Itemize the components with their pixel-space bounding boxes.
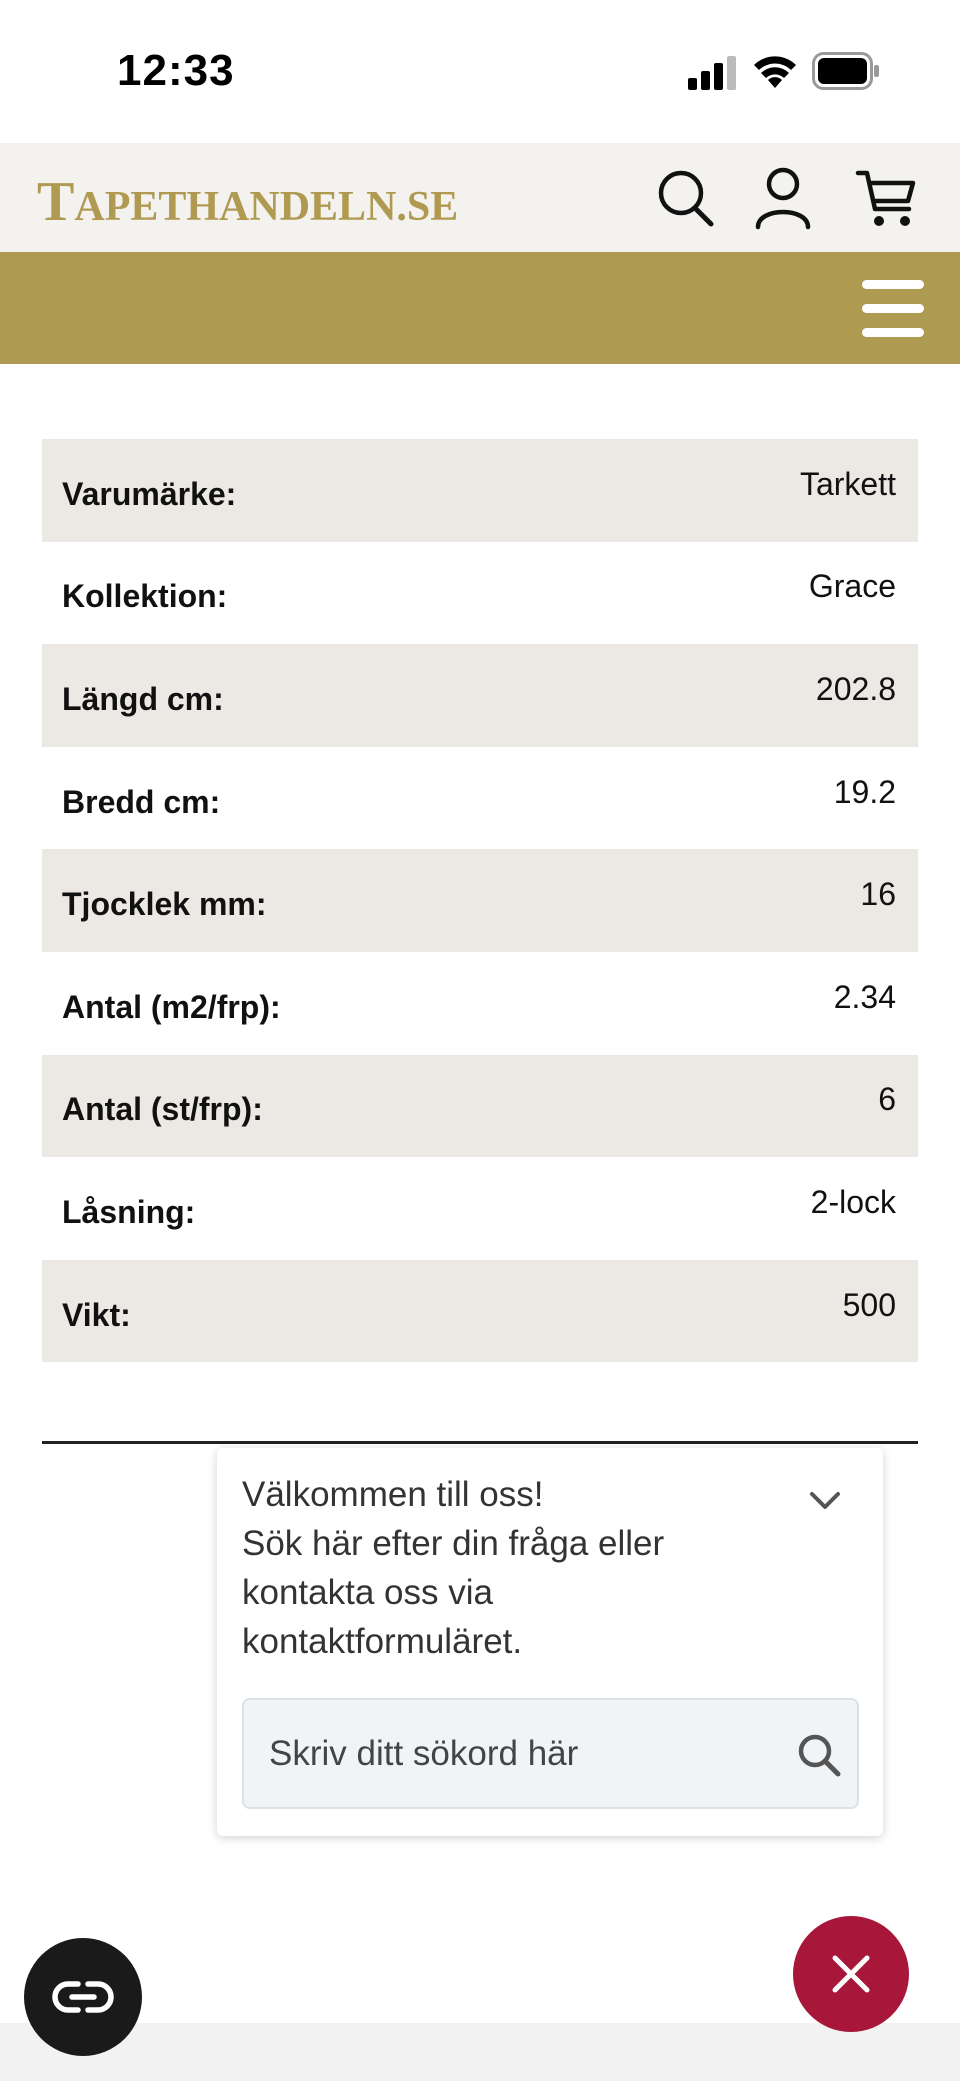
spec-value: Grace [808, 568, 896, 605]
status-bar [0, 0, 960, 143]
status-time: 12:33 [117, 46, 235, 95]
chat-line: kontakta oss via [242, 1573, 493, 1612]
chat-line: Välkommen till oss! [242, 1475, 544, 1514]
spec-row [42, 439, 918, 542]
spec-row [42, 644, 918, 747]
spec-label: Antal (m2/frp): [62, 988, 281, 1025]
logo-text: APETHANDELN.SE [74, 184, 459, 230]
cart-icon[interactable] [855, 165, 917, 231]
spec-row [42, 542, 918, 645]
search-icon[interactable] [796, 1732, 842, 1778]
spec-row [42, 849, 918, 952]
spec-table [42, 439, 918, 1362]
spec-value: 202.8 [815, 670, 896, 707]
spec-label: Vikt: [62, 1296, 131, 1333]
spec-value: 19.2 [833, 773, 896, 810]
spec-label: Kollektion: [62, 578, 228, 615]
section-divider [42, 1441, 918, 1444]
spec-value: 2-lock [810, 1183, 896, 1220]
chat-welcome-message [242, 1470, 802, 1666]
wifi-icon [752, 54, 798, 90]
site-logo[interactable] [37, 170, 458, 234]
spec-value: 6 [878, 1081, 896, 1118]
spec-value: 2.34 [833, 978, 896, 1015]
close-icon [831, 1954, 871, 1994]
spec-row [42, 1157, 918, 1260]
chat-line: Sök här efter din fråga eller [242, 1524, 665, 1563]
spec-row [42, 1260, 918, 1363]
search-icon[interactable] [655, 165, 717, 231]
signal-icon [688, 56, 738, 90]
bottom-bar [0, 2023, 960, 2081]
chevron-down-icon[interactable] [807, 1488, 843, 1514]
chat-toggle-button[interactable] [24, 1938, 142, 2056]
spec-value: 500 [842, 1286, 896, 1323]
spec-label: Tjocklek mm: [62, 886, 267, 923]
spec-label: Varumärke: [62, 475, 237, 512]
chat-search-input[interactable] [244, 1700, 784, 1807]
chat-panel [217, 1448, 883, 1836]
link-icon [52, 1976, 114, 2018]
spec-label: Antal (st/frp): [62, 1091, 263, 1128]
nav-bar [0, 252, 960, 364]
logo-initial: T [37, 171, 75, 233]
spec-value: Tarkett [799, 465, 896, 502]
spec-row [42, 1055, 918, 1158]
spec-label: Längd cm: [62, 680, 224, 717]
battery-icon [812, 52, 880, 90]
spec-row [42, 952, 918, 1055]
spec-row [42, 747, 918, 850]
spec-value: 16 [860, 876, 896, 913]
spec-label: Bredd cm: [62, 783, 221, 820]
hamburger-menu-icon[interactable] [862, 280, 924, 338]
chat-search-box [242, 1698, 859, 1809]
account-icon[interactable] [752, 165, 814, 231]
chat-line: kontaktformuläret. [242, 1622, 523, 1661]
close-chat-button[interactable] [793, 1916, 909, 2032]
spec-label: Låsning: [62, 1193, 196, 1230]
